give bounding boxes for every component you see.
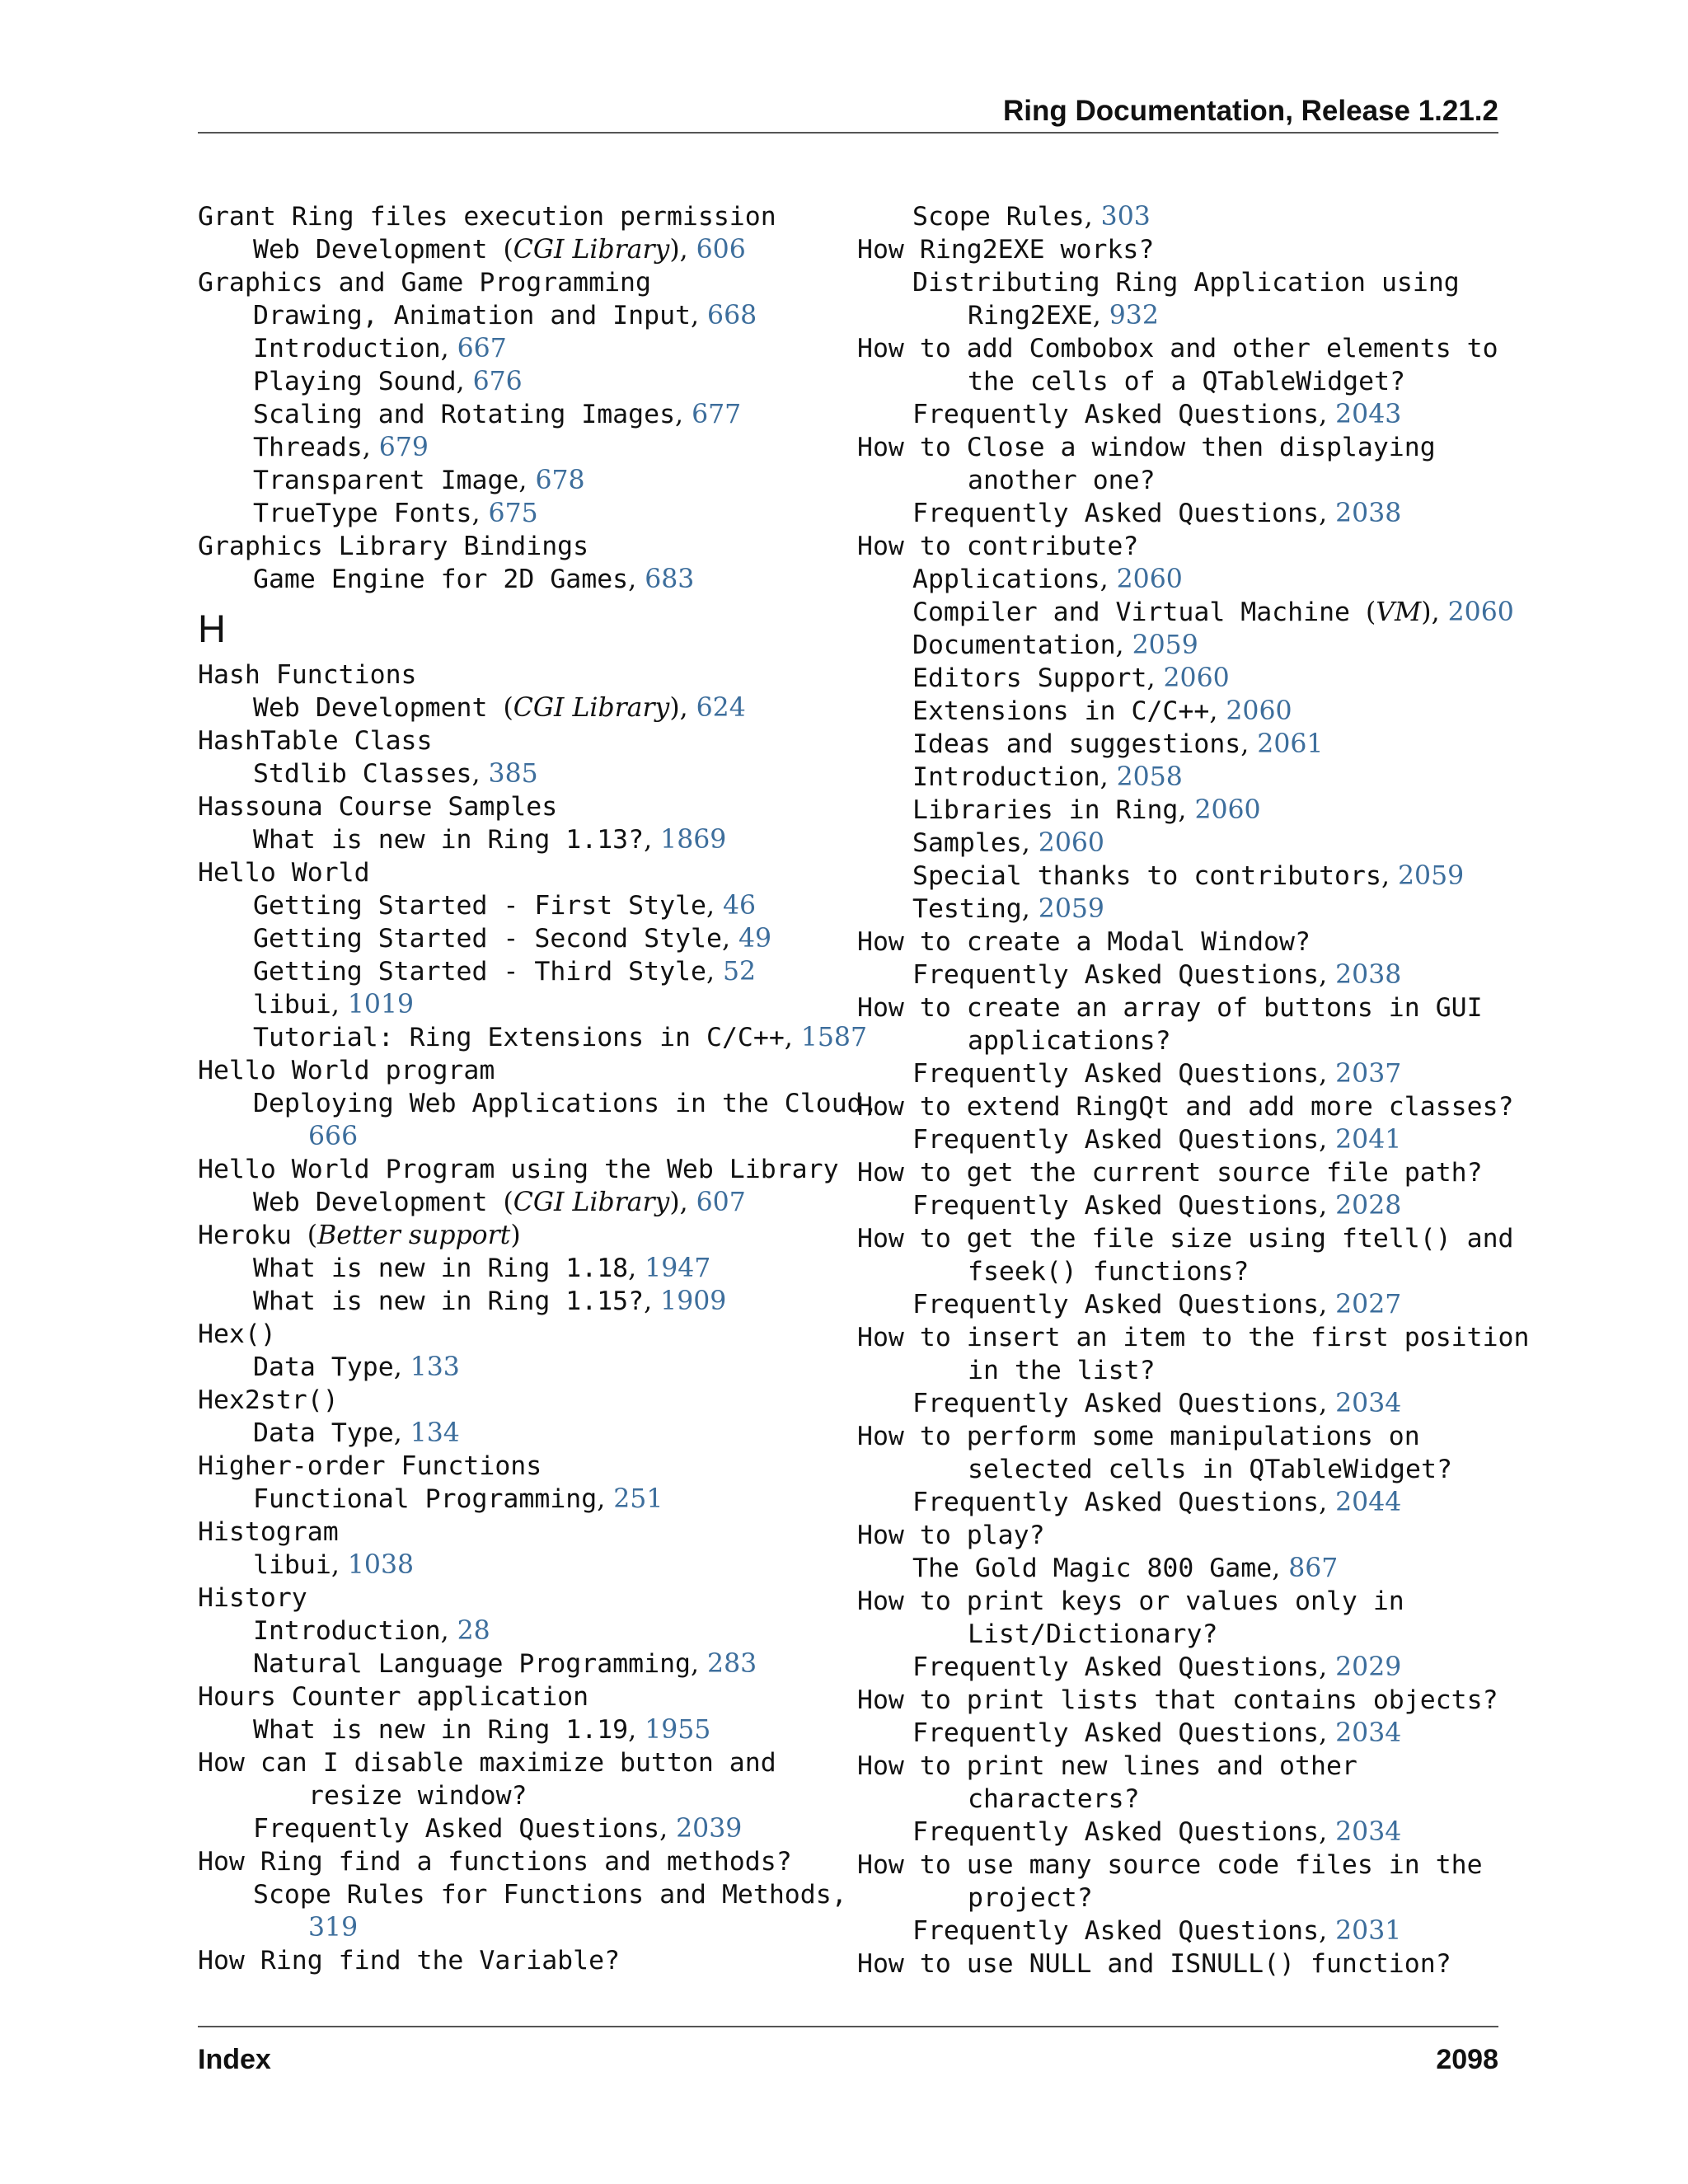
index-term xyxy=(198,658,849,691)
index-subentry: Getting Started - Third Style, 52 xyxy=(253,957,757,987)
index-term xyxy=(857,1156,1517,1189)
index-subentry: Editors Support, 2060 xyxy=(912,663,1230,693)
page-reference-link[interactable]: 251 xyxy=(613,1484,663,1514)
entry-text: Introduction xyxy=(912,762,1100,792)
entry-text: How to use NULL and ISNULL() function? xyxy=(857,1949,1451,1979)
index-subentry: Frequently Asked Questions, 2027 xyxy=(912,1290,1402,1319)
entry-text: List/Dictionary? xyxy=(968,1619,1218,1649)
index-term xyxy=(857,1090,1517,1123)
index-continuation xyxy=(857,365,1517,398)
page-reference-link[interactable]: 2059 xyxy=(1397,861,1465,891)
index-continuation xyxy=(198,1779,849,1812)
index-subentry: Frequently Asked Questions, 2034 xyxy=(912,1817,1402,1847)
page-reference-link[interactable]: 1038 xyxy=(347,1550,415,1580)
entry-qualifier: CGI Library xyxy=(513,235,670,265)
index-term xyxy=(198,1384,849,1417)
entry-text: Higher-order Functions xyxy=(198,1451,542,1481)
index-subentry: Extensions in C/C++, 2060 xyxy=(912,696,1292,726)
entry-text: Frequently Asked Questions xyxy=(912,400,1320,429)
index-term xyxy=(857,530,1517,563)
page-reference-link[interactable]: 1909 xyxy=(660,1286,727,1316)
index-subentry: Frequently Asked Questions, 2044 xyxy=(912,1488,1402,1517)
entry-text: Transparent Image xyxy=(253,466,519,495)
index-continuation xyxy=(857,1354,1517,1387)
page-reference-link[interactable]: 2043 xyxy=(1335,400,1402,429)
entry-text: Natural Language Programming xyxy=(253,1649,692,1679)
page-reference-link[interactable]: 2060 xyxy=(1038,828,1104,858)
entry-text: How Ring find the Variable? xyxy=(198,1946,621,1975)
index-subentry xyxy=(198,1087,879,1120)
index-term xyxy=(198,266,849,299)
index-term xyxy=(857,1947,1517,1980)
entry-text: How to print lists that contains objects? xyxy=(857,1685,1498,1715)
index-term xyxy=(857,1750,1517,1783)
page-footer xyxy=(198,2026,1498,2076)
page-reference-link[interactable]: 2039 xyxy=(676,1814,743,1844)
entry-text: Game Engine for 2D Games xyxy=(253,565,629,594)
entry-qualifier: CGI Library xyxy=(513,1188,670,1217)
index-term xyxy=(857,1321,1530,1354)
index-term xyxy=(857,431,1517,464)
entry-text: Distributing Ring Application using xyxy=(912,268,1460,298)
page-reference-link[interactable]: 679 xyxy=(378,433,429,462)
page-reference-link[interactable]: 675 xyxy=(488,499,538,528)
page-reference-link[interactable]: 2037 xyxy=(1335,1059,1402,1089)
entry-qualifier: VM xyxy=(1376,598,1422,627)
entry-text: Frequently Asked Questions xyxy=(912,1916,1320,1946)
index-subentry: Game Engine for 2D Games, 683 xyxy=(253,565,695,594)
index-continuation xyxy=(857,1783,1517,1816)
index-subentry: Frequently Asked Questions, 2034 xyxy=(912,1718,1402,1748)
page-reference-link[interactable]: 683 xyxy=(645,565,695,594)
index-term xyxy=(198,790,849,823)
index-subentry: TrueType Fonts, 675 xyxy=(253,499,538,528)
entry-text: How to play? xyxy=(857,1521,1045,1550)
index-column-left xyxy=(198,200,879,1977)
entry-text: Libraries in Ring xyxy=(912,795,1179,825)
entry-text: Scope Rules xyxy=(912,202,1085,232)
entry-text: Extensions in C/C++ xyxy=(912,696,1210,726)
index-subentry: Scope Rules, 303 xyxy=(912,202,1151,232)
entry-text: Playing Sound xyxy=(253,367,457,396)
index-term xyxy=(857,1849,1517,1882)
entry-text: libui xyxy=(253,990,331,1019)
page-reference-link[interactable]: 134 xyxy=(410,1418,460,1448)
entry-text: resize window? xyxy=(308,1781,528,1811)
page-reference-link[interactable]: 2034 xyxy=(1335,1718,1402,1748)
entry-text: Getting Started - First Style xyxy=(253,891,706,921)
entry-text: Data Type xyxy=(253,1418,394,1448)
entry-text: Frequently Asked Questions xyxy=(912,1488,1320,1517)
index-term xyxy=(198,1944,849,1977)
index-subentry: Drawing, Animation and Input, 668 xyxy=(253,301,757,330)
entry-text: Hex() xyxy=(198,1319,276,1349)
index-continuation xyxy=(198,1120,849,1153)
index-term xyxy=(198,724,849,757)
index-subentry: Introduction, 667 xyxy=(253,334,507,363)
index-term xyxy=(198,1153,849,1186)
index-term xyxy=(857,1420,1517,1453)
page-reference-link[interactable]: 2044 xyxy=(1335,1488,1402,1517)
entry-text: HashTable Class xyxy=(198,726,433,756)
entry-text: How to contribute? xyxy=(857,532,1139,561)
index-subentry: Transparent Image, 678 xyxy=(253,466,585,495)
index-subentry: What is new in Ring 1.19, 1955 xyxy=(253,1715,711,1745)
page-reference-link[interactable]: 2041 xyxy=(1335,1125,1402,1155)
index-subentry: Data Type, 134 xyxy=(253,1418,460,1448)
entry-text: Drawing, Animation and Input xyxy=(253,301,692,330)
page-number: 2098 xyxy=(1436,2044,1498,2075)
entry-text: Web Development xyxy=(253,235,504,265)
index-subentry: Web Development (CGI Library), 607 xyxy=(253,1188,746,1217)
entry-text: libui xyxy=(253,1550,331,1580)
page-reference-link[interactable]: 319 xyxy=(308,1913,359,1943)
index-term xyxy=(857,1222,1517,1255)
page-reference-link[interactable]: 606 xyxy=(696,235,746,265)
entry-text: Data Type xyxy=(253,1352,394,1382)
entry-text: How to get the current source file path? xyxy=(857,1158,1483,1188)
entry-text: How to create a Modal Window? xyxy=(857,927,1311,957)
page-reference-link[interactable]: 1947 xyxy=(645,1254,711,1283)
entry-text: How to insert an item to the first position xyxy=(857,1323,1530,1352)
entry-text: How to use many source code files in the xyxy=(857,1850,1483,1880)
index-subentry: Testing, 2059 xyxy=(912,894,1104,924)
index-subentry: What is new in Ring 1.15?, 1909 xyxy=(253,1286,727,1316)
entry-text: Special thanks to contributors xyxy=(912,861,1381,891)
index-subentry: Functional Programming, 251 xyxy=(253,1484,663,1514)
entry-text: What is new in Ring 1.15? xyxy=(253,1286,645,1316)
entry-text: What is new in Ring 1.18 xyxy=(253,1254,629,1283)
entry-text: Frequently Asked Questions xyxy=(912,1817,1320,1847)
page-reference-link[interactable]: 49 xyxy=(738,924,772,954)
entry-text: How Ring2EXE works? xyxy=(857,235,1155,265)
index-term xyxy=(198,200,849,233)
page-reference-link[interactable]: 667 xyxy=(457,334,507,363)
index-term xyxy=(857,1519,1517,1552)
entry-text: Hash Functions xyxy=(198,660,417,690)
index-term xyxy=(198,1516,849,1549)
index-subentry: Frequently Asked Questions, 2038 xyxy=(912,960,1402,990)
index-subentry: Introduction, 28 xyxy=(253,1616,490,1646)
index-continuation xyxy=(857,1618,1517,1651)
page-header xyxy=(198,91,1498,134)
index-term xyxy=(198,1582,849,1615)
index-subentry: Frequently Asked Questions, 2029 xyxy=(912,1652,1402,1682)
page-reference-link[interactable]: 2061 xyxy=(1257,729,1324,759)
index-subentry: Special thanks to contributors, 2059 xyxy=(912,861,1465,891)
page-reference-link[interactable]: 2058 xyxy=(1116,762,1183,792)
page-reference-link[interactable]: 283 xyxy=(707,1649,757,1679)
page-reference-link[interactable]: 133 xyxy=(410,1352,460,1382)
page-reference-link[interactable]: 2060 xyxy=(1447,598,1514,627)
entry-text: What is new in Ring 1.19 xyxy=(253,1715,629,1745)
entry-text: selected cells in QTableWidget? xyxy=(968,1455,1452,1484)
index-column-right xyxy=(857,200,1530,1980)
entry-text: Hello World Program using the Web Library xyxy=(198,1155,839,1184)
entry-text: How to perform some manipulations on xyxy=(857,1422,1420,1451)
page-reference-link[interactable]: 2034 xyxy=(1335,1389,1402,1418)
index-continuation: Ring2EXE, 932 xyxy=(968,301,1159,330)
index-continuation xyxy=(857,1255,1517,1288)
page-reference-link[interactable]: 668 xyxy=(707,301,757,330)
entry-text: another one? xyxy=(968,466,1156,495)
entry-text: How to Close a window then displaying xyxy=(857,433,1436,462)
index-subentry: Frequently Asked Questions, 2038 xyxy=(912,499,1402,528)
index-subentry xyxy=(857,266,1517,299)
index-term xyxy=(198,1746,849,1779)
page-reference-link[interactable]: 624 xyxy=(696,693,746,723)
entry-text: Ring2EXE xyxy=(968,301,1093,330)
index-subentry: libui, 1038 xyxy=(253,1550,415,1580)
entry-text: Applications xyxy=(912,565,1100,594)
entry-text: Compiler and Virtual Machine xyxy=(912,598,1366,627)
entry-text: fseek() functions? xyxy=(968,1257,1250,1286)
index-term xyxy=(198,1680,849,1713)
index-subentry: Frequently Asked Questions, 2037 xyxy=(912,1059,1402,1089)
index-continuation xyxy=(857,1024,1517,1057)
index-subentry: Compiler and Virtual Machine (VM), 2060 xyxy=(912,598,1514,627)
entry-text: Getting Started - Third Style xyxy=(253,957,706,987)
index-term xyxy=(857,1684,1517,1717)
entry-text: Introduction xyxy=(253,1616,441,1646)
entry-text: Frequently Asked Questions xyxy=(912,1059,1320,1089)
index-subentry: Web Development (CGI Library), 606 xyxy=(253,235,746,265)
page-reference-link[interactable]: 1955 xyxy=(645,1715,711,1745)
page-reference-link[interactable]: 2031 xyxy=(1335,1916,1402,1946)
entry-text: Documentation xyxy=(912,630,1116,660)
index-term xyxy=(198,1450,849,1483)
entry-text: How to print new lines and other xyxy=(857,1751,1357,1781)
page-reference-link[interactable]: 932 xyxy=(1109,301,1159,330)
index-subentry: Ideas and suggestions, 2061 xyxy=(912,729,1324,759)
index-term xyxy=(857,332,1517,365)
page-reference-link[interactable]: 2059 xyxy=(1132,630,1198,660)
page-reference-link[interactable]: 303 xyxy=(1100,202,1151,232)
page-reference-link[interactable]: 2059 xyxy=(1038,894,1104,924)
entry-text: Frequently Asked Questions xyxy=(912,499,1320,528)
index-subentry: What is new in Ring 1.13?, 1869 xyxy=(253,825,727,855)
page-reference-link[interactable]: 2028 xyxy=(1335,1191,1402,1221)
page-reference-link[interactable]: 2034 xyxy=(1335,1817,1402,1847)
index-continuation xyxy=(857,1453,1517,1486)
index-subentry: Introduction, 2058 xyxy=(912,762,1183,792)
index-subentry: Frequently Asked Questions, 2028 xyxy=(912,1191,1402,1221)
entry-text: Frequently Asked Questions xyxy=(912,1652,1320,1682)
document-title: Ring Documentation, Release 1.21.2 xyxy=(1002,95,1498,127)
index-subentry: Web Development (CGI Library), 624 xyxy=(253,693,746,723)
entry-text: How to print keys or values only in xyxy=(857,1586,1404,1616)
index-subentry: Scaling and Rotating Images, 677 xyxy=(253,400,742,429)
index-term xyxy=(198,856,849,889)
entry-text: Heroku xyxy=(198,1221,307,1250)
index-term xyxy=(857,233,1517,266)
index-subentry: What is new in Ring 1.18, 1947 xyxy=(253,1254,711,1283)
entry-text: Getting Started - Second Style xyxy=(253,924,722,954)
entry-text: Web Development xyxy=(253,693,504,723)
entry-text: Histogram xyxy=(198,1517,339,1547)
entry-text: Hello World program xyxy=(198,1056,495,1085)
entry-text: characters? xyxy=(968,1784,1140,1814)
index-subentry: Stdlib Classes, 385 xyxy=(253,759,538,789)
index-subentry: Samples, 2060 xyxy=(912,828,1104,858)
page-reference-link[interactable]: 2029 xyxy=(1335,1652,1402,1682)
entry-text: Scaling and Rotating Images xyxy=(253,400,676,429)
page-reference-link[interactable]: 666 xyxy=(308,1122,359,1151)
page-reference-link[interactable]: 28 xyxy=(457,1616,490,1646)
page-reference-link[interactable]: 677 xyxy=(692,400,742,429)
entry-text: Graphics Library Bindings xyxy=(198,532,589,561)
page-reference-link[interactable]: 867 xyxy=(1288,1554,1339,1583)
index-subentry: libui, 1019 xyxy=(253,990,415,1019)
entry-text: Testing xyxy=(912,894,1022,924)
entry-text: How to add Combobox and other elements to xyxy=(857,334,1498,363)
entry-text: Scope Rules for Functions and Methods, xyxy=(253,1880,847,1910)
index-subentry: Applications, 2060 xyxy=(912,565,1183,594)
entry-text: in the list? xyxy=(968,1356,1156,1385)
page-reference-link[interactable]: 2060 xyxy=(1226,696,1292,726)
page-reference-link[interactable]: 46 xyxy=(723,891,757,921)
page-reference-link[interactable]: 52 xyxy=(723,957,757,987)
entry-text: How to get the file size using ftell() and xyxy=(857,1224,1514,1254)
entry-text: Functional Programming xyxy=(253,1484,598,1514)
entry-text: How can I disable maximize button and xyxy=(198,1748,776,1778)
entry-text: What is new in Ring 1.13? xyxy=(253,825,645,855)
entry-text: applications? xyxy=(968,1026,1171,1056)
page-reference-link[interactable]: 1869 xyxy=(660,825,727,855)
entry-text: How to extend RingQt and add more classes? xyxy=(857,1092,1514,1122)
entry-text: Samples xyxy=(912,828,1022,858)
entry-text: Frequently Asked Questions xyxy=(253,1814,660,1844)
index-subentry: Getting Started - Second Style, 49 xyxy=(253,924,772,954)
index-subentry: Frequently Asked Questions, 2034 xyxy=(912,1389,1402,1418)
page-reference-link[interactable]: 2038 xyxy=(1335,499,1402,528)
index-letter-heading: H xyxy=(198,607,226,650)
page-reference-link[interactable]: 2060 xyxy=(1194,795,1261,825)
entry-text: Web Development xyxy=(253,1188,504,1217)
entry-text: Frequently Asked Questions xyxy=(912,1718,1320,1748)
index-subentry: Natural Language Programming, 283 xyxy=(253,1649,757,1679)
index-term xyxy=(198,1054,849,1087)
entry-text: Stdlib Classes xyxy=(253,759,472,789)
entry-text: Editors Support xyxy=(912,663,1147,693)
index-subentry: Libraries in Ring, 2060 xyxy=(912,795,1261,825)
entry-text: project? xyxy=(968,1883,1093,1913)
index-subentry: Frequently Asked Questions, 2031 xyxy=(912,1916,1402,1946)
index-subentry: Playing Sound, 676 xyxy=(253,367,523,396)
index-term xyxy=(198,1845,849,1878)
entry-text: History xyxy=(198,1583,307,1613)
index-term: Heroku (Better support) xyxy=(198,1221,521,1250)
page-reference-link[interactable]: 2060 xyxy=(1116,565,1183,594)
index-subentry: Data Type, 133 xyxy=(253,1352,460,1382)
index-subentry: Tutorial: Ring Extensions in C/C++, 1587 xyxy=(253,1023,867,1052)
entry-text: Frequently Asked Questions xyxy=(912,1389,1320,1418)
index-subentry: Frequently Asked Questions, 2041 xyxy=(912,1125,1402,1155)
page-reference-link[interactable]: 678 xyxy=(535,466,585,495)
entry-text: How Ring find a functions and methods? xyxy=(198,1847,792,1877)
index-continuation xyxy=(857,464,1517,497)
index-subentry: The Gold Magic 800 Game, 867 xyxy=(912,1554,1339,1583)
entry-text: Deploying Web Applications in the Cloud, xyxy=(253,1089,879,1118)
entry-text: Frequently Asked Questions xyxy=(912,1191,1320,1221)
entry-text: Frequently Asked Questions xyxy=(912,960,1320,990)
entry-text: TrueType Fonts xyxy=(253,499,472,528)
entry-text: How to create an array of buttons in GUI xyxy=(857,993,1483,1023)
entry-qualifier: Better support xyxy=(317,1221,511,1250)
page-reference-link[interactable]: 2060 xyxy=(1163,663,1230,693)
entry-text: Grant Ring files execution permission xyxy=(198,202,776,232)
index-term xyxy=(857,926,1517,958)
page-reference-link[interactable]: 385 xyxy=(488,759,538,789)
index-term xyxy=(198,1318,849,1351)
index-subentry: Frequently Asked Questions, 2039 xyxy=(253,1814,743,1844)
index-subentry: Frequently Asked Questions, 2043 xyxy=(912,400,1402,429)
entry-text: Graphics and Game Programming xyxy=(198,268,651,298)
index-continuation xyxy=(198,1911,849,1944)
entry-text: The Gold Magic 800 Game xyxy=(912,1554,1273,1583)
entry-text: Hello World xyxy=(198,858,370,888)
index-term xyxy=(857,991,1517,1024)
index-term xyxy=(198,530,849,563)
footer-section-label: Index xyxy=(198,2044,271,2075)
entry-text: the cells of a QTableWidget? xyxy=(968,367,1406,396)
index-subentry: Documentation, 2059 xyxy=(912,630,1198,660)
entry-text: Frequently Asked Questions xyxy=(912,1125,1320,1155)
page-reference-link[interactable]: 1587 xyxy=(800,1023,867,1052)
entry-text: Threads xyxy=(253,433,363,462)
index-term xyxy=(857,1585,1517,1618)
entry-text: Ideas and suggestions xyxy=(912,729,1241,759)
entry-text: Hours Counter application xyxy=(198,1682,589,1712)
entry-text: Hex2str() xyxy=(198,1385,339,1415)
page-reference-link[interactable]: 2027 xyxy=(1335,1290,1402,1319)
page-reference-link[interactable]: 1019 xyxy=(347,990,415,1019)
index-subentry: Getting Started - First Style, 46 xyxy=(253,891,757,921)
entry-text: Hassouna Course Samples xyxy=(198,792,558,822)
page-reference-link[interactable]: 607 xyxy=(696,1188,746,1217)
index-subentry: Threads, 679 xyxy=(253,433,429,462)
index-continuation xyxy=(857,1882,1517,1915)
entry-text: Introduction xyxy=(253,334,441,363)
entry-text: Frequently Asked Questions xyxy=(912,1290,1320,1319)
index-subentry xyxy=(198,1878,849,1911)
page-reference-link[interactable]: 676 xyxy=(472,367,523,396)
entry-qualifier: CGI Library xyxy=(513,693,670,723)
page-reference-link[interactable]: 2038 xyxy=(1335,960,1402,990)
entry-text: Tutorial: Ring Extensions in C/C++ xyxy=(253,1023,785,1052)
